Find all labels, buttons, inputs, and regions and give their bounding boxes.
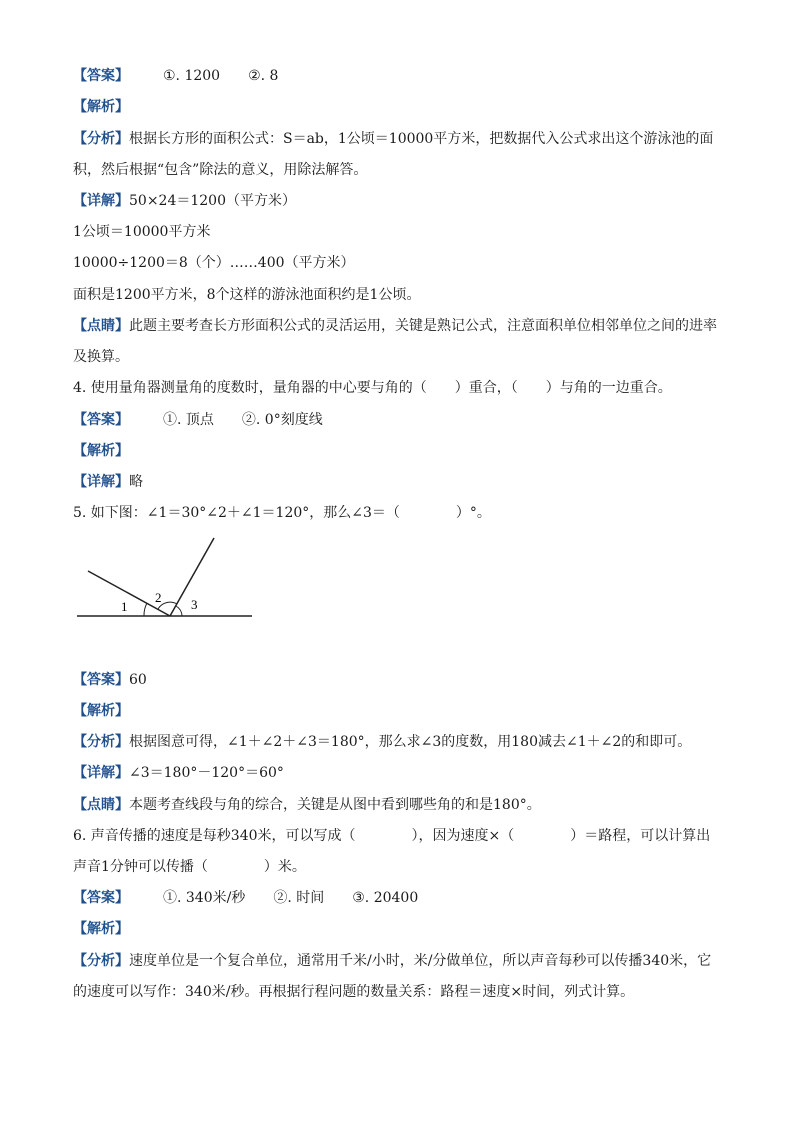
q3-fenxi-line1 [73,129,713,149]
conclusion-text: 面积是1200平方米，8个这样的游泳池面积约是1公顷。 [73,287,421,303]
q3-comment-line2 [73,347,129,367]
answer-part-1: ①. 340米/秒 [163,890,246,906]
fenxi-text: 根据图意可得，∠1＋∠2＋∠3＝180°，那么求∠3的度数，用180减去∠1＋∠2的和即可。 [129,734,692,750]
q4-analysis-line [73,441,129,461]
comment-text: 本题考查线段与角的综合，关键是从图中看到哪些角的和是180°。 [129,797,541,813]
analysis-tag: 【解析】 [73,443,129,459]
q3-fenxi-line2 [73,160,367,180]
unit-text: 1公顷＝10000平方米 [73,224,211,240]
fenxi-text: 的速度可以写作：340米/秒。再根据行程问题的数量关系：路程＝速度×时间，列式计算。 [73,984,635,1000]
answer-part-1: ①. 顶点 [163,412,214,428]
q4-detail-line [73,472,143,492]
fenxi-text: 根据长方形的面积公式：S＝ab，1公顷＝10000平方米，把数据代入公式求出这个游泳池的面 [129,131,714,147]
q4-answer-line [73,410,323,430]
q3-comment-line1 [73,316,717,336]
q3-detail-line [73,191,296,211]
comment-tag: 【点睛】 [73,318,129,334]
answer-tag: 【答案】 [73,412,129,428]
detail-tag: 【详解】 [73,474,129,490]
analysis-tag: 【解析】 [73,703,129,719]
detail-text: ∠3＝180°－120°＝60° [129,765,284,781]
answer-part-3: ③. 20400 [352,890,419,906]
q6-fenxi-line2 [73,982,634,1002]
answer-tag: 【答案】 [73,672,129,688]
q6-question-line2 [73,857,306,877]
angle-arc-1 [144,603,147,616]
answer-text: 60 [129,672,147,688]
angle-diagram [70,532,260,627]
q3-division-line [73,253,355,273]
q3-analysis-line [73,97,129,117]
detail-text: 略 [129,474,143,490]
comment-tag: 【点睛】 [73,797,129,813]
q6-fenxi-line1 [73,951,711,971]
answer-part-2: ②. 8 [248,68,279,84]
q5-question [73,503,491,523]
angle-label-3: 3 [191,597,198,612]
division-text: 10000÷1200＝8（个）……400（平方米） [73,255,355,271]
q6-question-line1 [73,826,710,846]
q5-detail-line [73,763,284,783]
q4-question [73,378,672,398]
angle-label-1: 1 [121,599,128,614]
question-text: 4. 使用量角器测量角的度数时，量角器的中心要与角的（ ）重合，（ ）与角的一边重合。 [73,380,672,396]
analysis-tag: 【解析】 [73,921,129,937]
q5-fenxi-line [73,732,691,752]
answer-tag: 【答案】 [73,890,129,906]
q3-answer-line [73,66,278,86]
answer-part-1: ①. 1200 [163,68,221,84]
q6-answer-line [73,888,418,908]
analysis-tag: 【解析】 [73,99,129,115]
q6-analysis-line [73,919,129,939]
question-text: 6. 声音传播的速度是每秒340米，可以写成（ ），因为速度×（ ）＝路程，可以计算出 [73,828,711,844]
detail-tag: 【详解】 [73,193,129,209]
fenxi-text: 积，然后根据“包含”除法的意义，用除法解答。 [73,162,368,178]
detail-tag: 【详解】 [73,765,129,781]
detail-text: 50×24＝1200（平方米） [129,193,296,209]
fenxi-tag: 【分析】 [73,734,129,750]
fenxi-tag: 【分析】 [73,131,129,147]
fenxi-text: 速度单位是一个复合单位，通常用千米/小时，米/分做单位，所以声音每秒可以传播340米，它 [129,953,712,969]
fenxi-tag: 【分析】 [73,953,129,969]
q5-analysis-line [73,701,129,721]
q5-comment-line [73,795,541,815]
q3-unit-line [73,222,210,242]
q3-conclusion-line [73,285,420,305]
q5-answer-line [73,670,147,690]
angle-label-2: 2 [155,590,162,605]
angle-arc-3 [176,606,182,616]
answer-tag: 【答案】 [73,68,129,84]
answer-part-2: ②. 0°刻度线 [241,412,323,428]
answer-part-2: ②. 时间 [273,890,325,906]
question-text: 5. 如下图：∠1＝30°∠2＋∠1＝120°，那么∠3＝（ ）°。 [73,505,491,521]
question-text: 声音1分钟可以传播（ ）米。 [73,859,306,875]
comment-text: 及换算。 [73,349,129,365]
comment-text: 此题主要考查长方形面积公式的灵活运用，关键是熟记公式，注意面积单位相邻单位之间的进率 [129,318,717,334]
